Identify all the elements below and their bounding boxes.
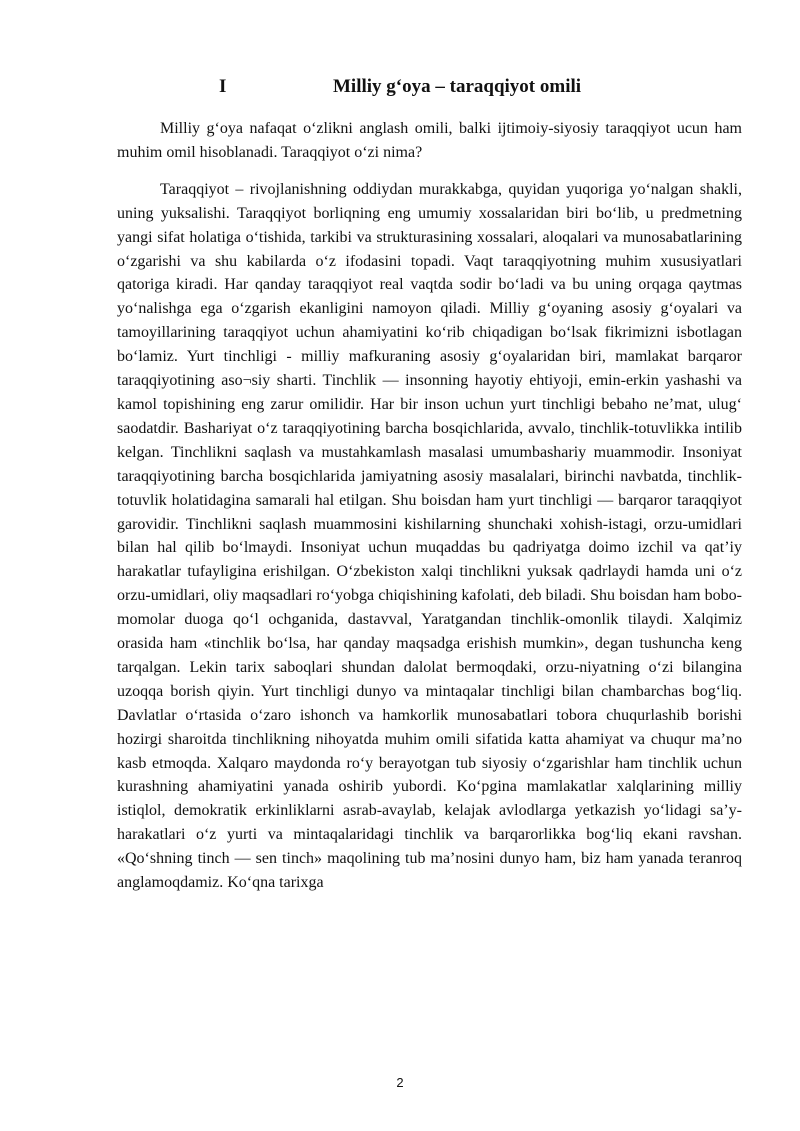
section-number: I xyxy=(219,76,227,97)
body-text xyxy=(117,117,742,895)
section-heading xyxy=(0,76,800,102)
page-number: 2 xyxy=(396,1075,404,1090)
section-title: Milliy g‘oya – taraqqiyot omili xyxy=(333,76,582,97)
paragraph-main: Taraqqiyot – rivojlanishning oddiydan murakkabga, quyidan yuqoriga yo‘nalgan shakli, uning yuksalishi. Taraqqiyot borliqning eng umumiy xossalaridan biri bo‘lib, u predmetning yangi sifat holatiga o‘tishida, tarkibi va strukturasining xossalari, aloqalari va munosabatlarining o‘zgarishi va shu kabilarda o‘z ifodasini topadi. Vaqt taraqqiyotning muhim xususiyatlari qatoriga kiradi. Har qanday taraqqiyot real vaqtda sodir bo‘ladi va bu uning orqaga qaytmas yo‘nalishga ega o‘zgarish ekanligini namoyon qiladi. Milliy g‘oyaning asosiy g‘oyalari va tamoyillarining taraqqiyot uchun ahamiyatini ko‘rib chiqadigan bo‘lsak fikrimizni isbotlagan bo‘lamiz. Yurt tinchligi - milliy mafkuraning asosiy g‘oyalaridan biri, mamlakat barqaror taraqqiyotining aso¬siy sharti. Tinchlik — insonning hayotiy ehtiyoji, emin-erkin yashashi va kamol topishining eng zarur omilidir. Har bir inson uchun yurt tinchligi bebaho ne’mat, ulug‘ saodatdir. Bashariyat o‘z taraqqiyotining barcha bosqichlarida, avvalo, tinchlik-totuvlikka intilib kelgan. Tinchlikni saqlash va mustahkamlash masalasi umumbashariy muammodir. Insoniyat taraqqiyotining barcha bosqichlarida jamiyatning asosiy masalalari, birinchi navbatda, tinchlik-totuvlik holatidagina samarali hal etilgan. Shu boisdan ham yurt tinchligi — barqaror taraqqiyot garovidir. Tinchlikni saqlash muammosini kishilarning shunchaki xohish-istagi, orzu-umidlari bilan hal qilib bo‘lmaydi. Insoniyat uchun muqaddas bu qadriyatga doimo izchil va qat’iy harakatlar tufayligina erishilgan. O‘zbekiston xalqi tinchlikni yuksak qadrlaydi hamda uni o‘z orzu-umidlari, oliy maqsadlari ro‘yobga chiqishining kafolati, deb biladi. Shu boisdan ham bobo-momolar duoga qo‘l ochganida, dastavval, Yaratgandan tinchlik-omonlik tilaydi. Xalqimiz orasida ham «tinchlik bo‘lsa, har qanday maqsadga erishish mumkin», degan tushuncha keng tarqalgan. Lekin tarix saboqlari shundan dalolat bermoqdaki, orzu-niyatning o‘zi bilangina uzoqqa borish qiyin. Yurt tinchligi dunyo va mintaqalar tinchligi bilan chambarchas bog‘liq. Davlatlar o‘rtasida o‘zaro ishonch va hamkorlik munosabatlari tobora chuqurlashib borishi hozirgi sharoitda tinchlikning nihoyatda muhim omili sifatida katta ahamiyat va chuqur ma’no kasb etmoqda. Xalqaro maydonda ro‘y berayotgan tub siyosiy o‘zgarishlar ham tinchlik uchun kurashning ahamiyatini yanada oshirib yubordi. Ko‘pgina mamlakatlar xalqlarining milliy istiqlol, demokratik erkinliklarni asrab-avaylab, kelajak avlodlarga yetkazish yo‘lidagi sa’y-harakatlari o‘z yurti va mintaqalaridagi tinchlik va barqarorlikka bog‘liq ekani ravshan. «Qo‘shning tinch — sen tinch» maqolining tub ma’nosini dunyo ham, biz ham yanada teranroq anglamoqdamiz. Ko‘qna tarixga xyxy=(117,180,742,892)
paragraph-intro: Milliy g‘oya nafaqat o‘zlikni anglash omili, balki ijtimoiy-siyosiy taraqqiyot ucun ham muhim omil hisoblanadi. Taraqqiyot o‘zi nima? xyxy=(117,120,742,161)
